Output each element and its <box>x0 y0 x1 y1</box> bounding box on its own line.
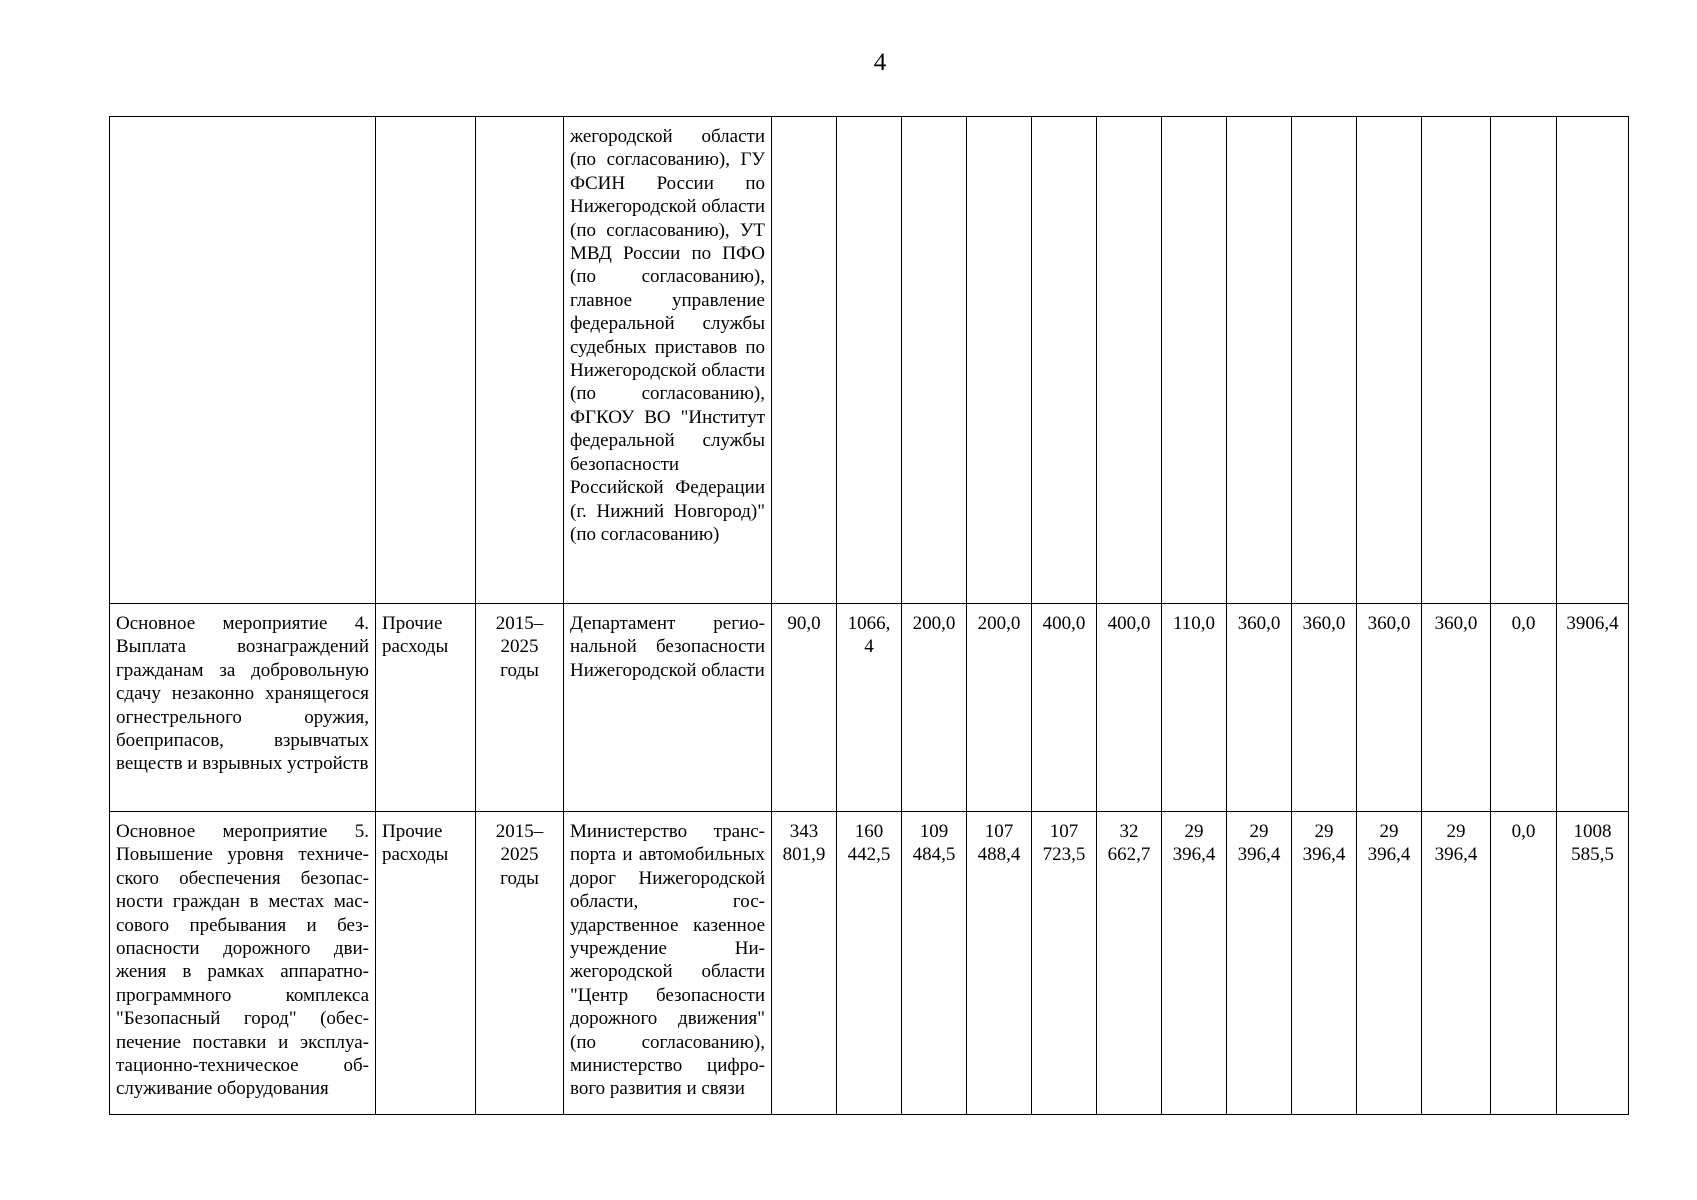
value-cell: 360,0 <box>1292 604 1357 812</box>
table-row <box>110 812 1629 1115</box>
value-cell <box>1227 117 1292 604</box>
value-cell: 29 396,4 <box>1227 812 1292 1115</box>
total-cell: 3906,4 <box>1557 604 1629 812</box>
expense-type-cell <box>376 117 476 604</box>
expense-type-cell: Прочие расходы <box>376 604 476 812</box>
value-cell: 160 442,5 <box>837 812 902 1115</box>
value-cell: 29 396,4 <box>1422 812 1491 1115</box>
value-cell <box>1292 117 1357 604</box>
executor-cell: Министерство транспорта и автомобильных дорог Нижегородской области, государственное казенное учреждение Нижегородской области "Центр безопасности дорожного движения" (по согласованию), министерство цифрового развития и связи <box>564 812 772 1115</box>
value-cell <box>772 117 837 604</box>
value-cell: 29 396,4 <box>1162 812 1227 1115</box>
measure-cell <box>110 117 376 604</box>
value-cell: 29 396,4 <box>1292 812 1357 1115</box>
value-cell <box>1097 117 1162 604</box>
value-cell: 360,0 <box>1357 604 1422 812</box>
value-cell: 110,0 <box>1162 604 1227 812</box>
value-cell: 343 801,9 <box>772 812 837 1115</box>
value-cell: 32 662,7 <box>1097 812 1162 1115</box>
value-cell: 0,0 <box>1491 604 1557 812</box>
value-cell <box>837 117 902 604</box>
period-cell: 2015– 2025 годы <box>476 812 564 1115</box>
table-row <box>110 604 1629 812</box>
value-cell <box>1491 117 1557 604</box>
value-cell: 400,0 <box>1097 604 1162 812</box>
period-cell: 2015– 2025 годы <box>476 604 564 812</box>
expense-type-cell: Прочие расходы <box>376 812 476 1115</box>
value-cell: 400,0 <box>1032 604 1097 812</box>
value-cell <box>1032 117 1097 604</box>
total-cell: 1008 585,5 <box>1557 812 1629 1115</box>
value-cell: 1066, 4 <box>837 604 902 812</box>
value-cell <box>902 117 967 604</box>
value-cell: 109 484,5 <box>902 812 967 1115</box>
value-cell <box>967 117 1032 604</box>
value-cell: 107 723,5 <box>1032 812 1097 1115</box>
value-cell: 360,0 <box>1227 604 1292 812</box>
value-cell: 200,0 <box>967 604 1032 812</box>
value-cell: 0,0 <box>1491 812 1557 1115</box>
measure-cell: Основное мероприятие 5. Повышение уровня технического обеспечения безопасности граждан в местах массового пребывания и безопасности дорожного движения в рамках аппаратно-программного комплекса "Безопасный город" (обеспечение поставки и эксплуатационно-техническое обслуживание оборудования <box>110 812 376 1115</box>
table-row <box>110 117 1629 604</box>
executor-cell: жегородской области (по согласованию), ГУ ФСИН России по Нижегородской области (по согласованию), УТ МВД России по ПФО (по согласованию), главное управление федеральной службы судебных приставов по Нижегородской области (по согласованию), ФГКОУ ВО "Институт федеральной службы безопасности Российской Федерации (г. Нижний Новгород)" (по согласованию) <box>564 117 772 604</box>
page-number: 4 <box>873 49 887 76</box>
total-cell <box>1557 117 1629 604</box>
measure-cell: Основное мероприятие 4. Выплата вознаграждений гражданам за добровольную сдачу незаконно хранящегося огнестрельного оружия, боеприпасов, взрывчатых веществ и взрывных устройств <box>110 604 376 812</box>
value-cell <box>1162 117 1227 604</box>
value-cell: 200,0 <box>902 604 967 812</box>
program-measures-table <box>109 116 1629 1115</box>
value-cell <box>1357 117 1422 604</box>
value-cell: 29 396,4 <box>1357 812 1422 1115</box>
value-cell: 90,0 <box>772 604 837 812</box>
value-cell: 360,0 <box>1422 604 1491 812</box>
value-cell: 107 488,4 <box>967 812 1032 1115</box>
period-cell <box>476 117 564 604</box>
value-cell <box>1422 117 1491 604</box>
executor-cell: Департамент региональной безопасности Нижегородской области <box>564 604 772 812</box>
